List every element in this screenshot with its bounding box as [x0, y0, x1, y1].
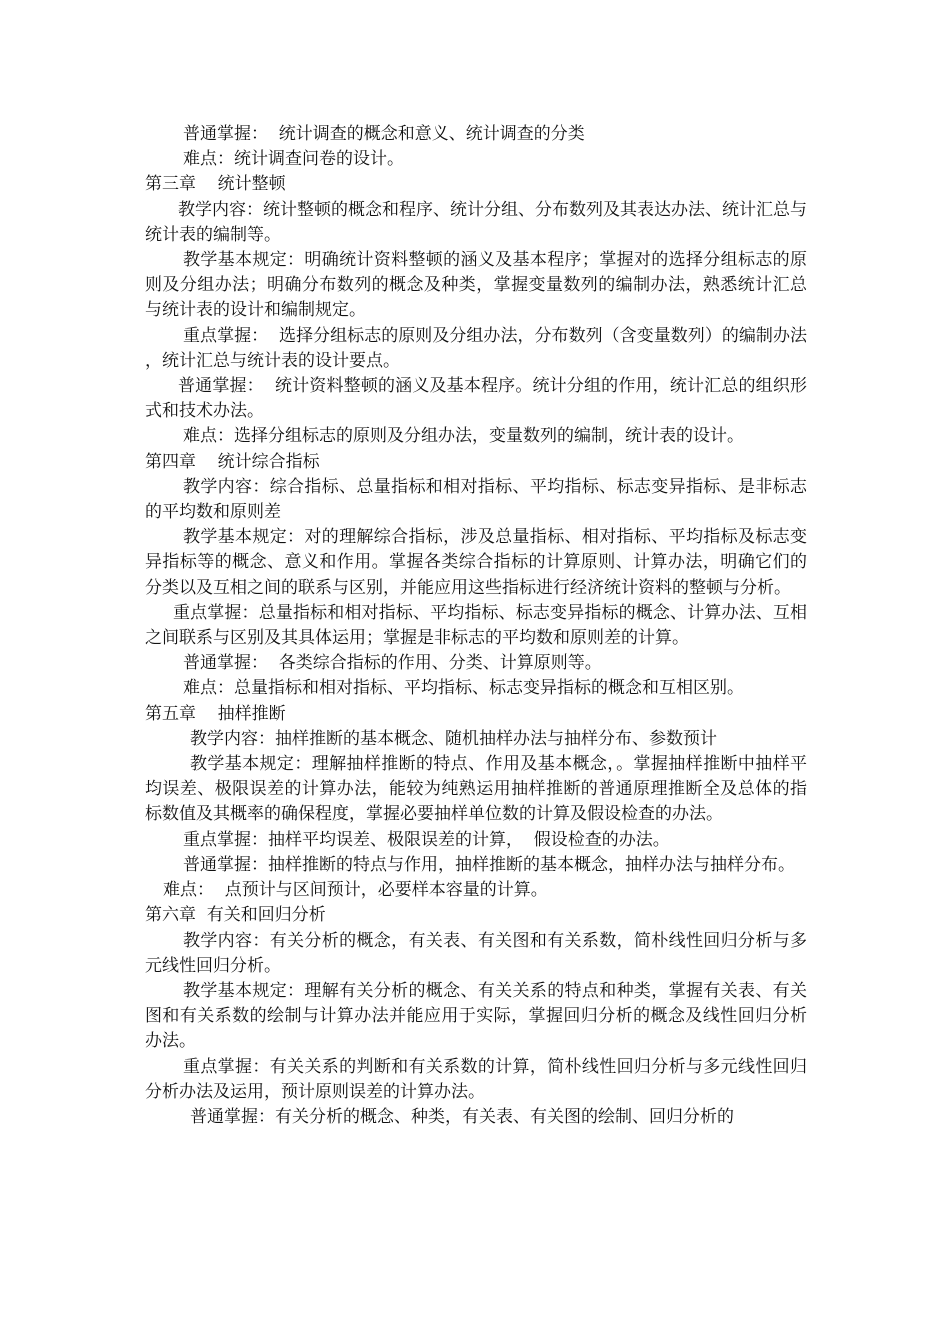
- body-paragraph: 重点掌握：抽样平均误差、极限误差的计算， 假设检查的办法。: [183, 829, 670, 850]
- body-paragraph: 教学内容：有关分析的概念，有关表、有关图和有关系数，简朴线性回归分析与多元线性回归分析。: [145, 930, 807, 976]
- body-paragraph: 重点掌握： 选择分组标志的原则及分组办法，分布数列（含变量数列）的编制办法，统计汇总与统计表的设计要点。: [145, 325, 807, 371]
- body-paragraph: 普通掌握： 各类综合指标的作用、分类、计算原则等。: [183, 653, 602, 674]
- body-paragraph: 难点：总量指标和相对指标、平均指标、标志变异指标的概念和互相区别。: [183, 678, 744, 699]
- body-paragraph: 难点：选择分组标志的原则及分组办法，变量数列的编制，统计表的设计。: [183, 426, 744, 447]
- body-paragraph: 教学内容：统计整顿的概念和程序、统计分组、分布数列及其表达办法、统计汇总与统计表的编制等。: [145, 199, 807, 245]
- body-paragraph: 难点： 点预计与区间预计，必要样本容量的计算。: [163, 880, 548, 901]
- body-paragraph: 教学内容：综合指标、总量指标和相对指标、平均指标、标志变异指标、是非标志的平均数和原则差: [145, 476, 807, 523]
- body-paragraph: 重点掌握：有关关系的判断和有关系数的计算，简朴线性回归分析与多元线性回归分析办法及运用，预计原则误差的计算办法。: [145, 1056, 807, 1102]
- body-paragraph: 教学基本规定：明确统计资料整顿的涵义及基本程序；掌握对的选择分组标志的原则及分组办法；明确分布数列的概念及种类，掌握变量数列的编制办法，熟悉统计汇总与统计表的设计和编制规定。: [145, 250, 807, 321]
- body-paragraph: 难点：统计调查问卷的设计。: [183, 149, 404, 170]
- body-paragraph: 重点掌握：总量指标和相对指标、平均指标、标志变异指标的概念、计算办法、互相之间联系与区别及其具体运用；掌握是非标志的平均数和原则差的计算。: [145, 602, 807, 649]
- chapter-heading: 第三章 统计整顿: [145, 174, 286, 195]
- chapter-heading: 第六章 有关和回归分析: [145, 905, 326, 926]
- body-paragraph: 普通掌握： 统计调查的概念和意义、统计调查的分类: [183, 124, 585, 144]
- body-paragraph: 教学基本规定：理解抽样推断的特点、作用及基本概念，。掌握抽样推断中抽样平均误差、极限误差的计算办法，能较为纯熟运用抽样推断的普通原理推断全及总体的指标数值及其概率的确保程度，掌握必要抽样单位数的计算及假设检查的办法。: [145, 754, 807, 825]
- chapter-heading: 第四章 统计综合指标: [145, 451, 320, 472]
- body-paragraph: 教学基本规定：对的理解综合指标，涉及总量指标、相对指标、平均指标及标志变异指标等的概念、意义和作用。掌握各类综合指标的计算原则、计算办法，明确它们的分类以及互相之间的联系与区别，并能应用这些指标进行经济统计资料的整顿与分析。: [145, 527, 807, 598]
- body-paragraph: 普通掌握：有关分析的概念、种类，有关表、有关图的绘制、回归分析的: [190, 1106, 734, 1127]
- body-paragraph: 教学内容：抽样推断的基本概念、随机抽样办法与抽样分布、参数预计: [190, 728, 717, 749]
- body-paragraph: 普通掌握： 统计资料整顿的涵义及基本程序。统计分组的作用，统计汇总的组织形式和技术办法。: [145, 376, 807, 422]
- chapter-heading: 第五章 抽样推断: [145, 703, 286, 724]
- body-paragraph: 普通掌握：抽样推断的特点与作用，抽样推断的基本概念，抽样办法与抽样分布。: [183, 854, 795, 875]
- body-paragraph: 教学基本规定：理解有关分析的概念、有关关系的特点和种类，掌握有关表、有关图和有关系数的绘制与计算办法并能应用于实际，掌握回归分析的概念及线性回归分析办法。: [145, 980, 807, 1052]
- document-body: [145, 122, 807, 1130]
